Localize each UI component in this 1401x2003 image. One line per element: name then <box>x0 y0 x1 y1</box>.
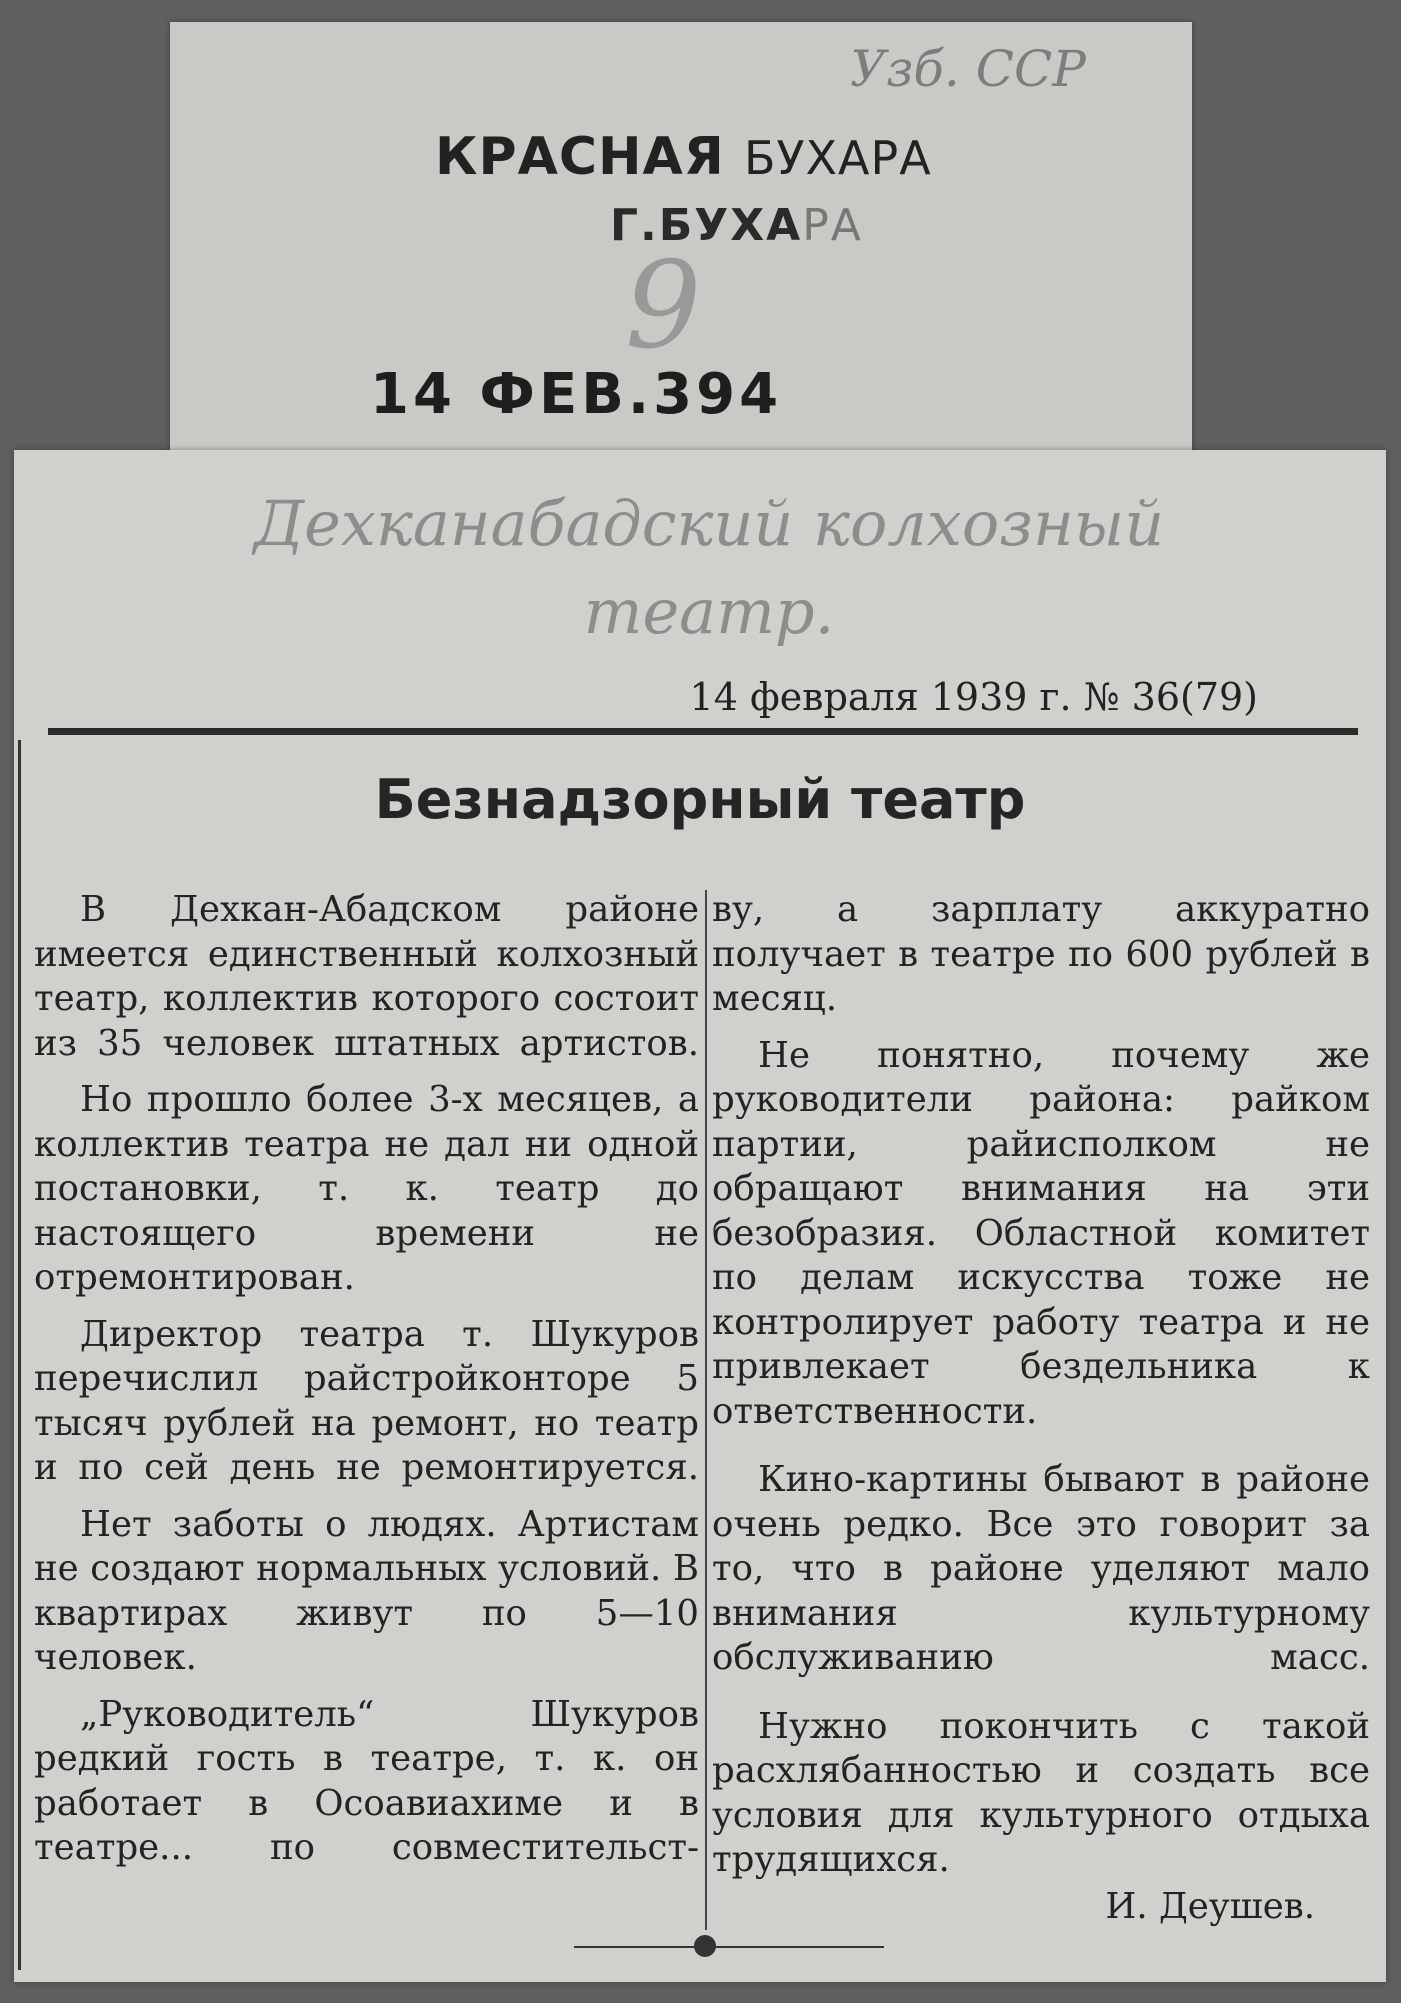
column-divider <box>705 890 707 1930</box>
bottom-ornament-rule <box>574 1946 884 1948</box>
press-clipping-stamp <box>170 22 1192 462</box>
handwritten-region-note: Узб. ССР <box>850 40 1086 98</box>
paragraph: Не понятно, почему же руководители района: райком партии, райисполком не обращают внимания на эти безобразия. Областной комитет по делам искусства тоже не контролирует работу театра и не привлекает бездельника к ответственности. <box>712 1034 1370 1432</box>
paragraph: Нужно покончить с такой расхлябанностью и создать все условия для культурного отдыха трудящихся. <box>712 1705 1370 1880</box>
paragraph: „Руководитель“ Шукуров редкий гость в театре, т. к. он работает в Осоавиахиме и в театре... по совместительст- <box>34 1693 699 1868</box>
paragraph: ву, а зарплату аккуратно получает в театре по 600 рублей в месяц. <box>712 889 1370 1019</box>
paragraph: В Дехкан-Абадском районе имеется единственный колхозный театр, коллектив которого состоит из 35 человек штатных артистов. <box>34 889 699 1064</box>
handwritten-title: Дехканабадский колхозный театр. <box>253 487 1165 648</box>
article-headline: Безнадзорный театр <box>374 768 1026 831</box>
bottom-ornament-dot <box>694 1935 716 1957</box>
handwritten-number: 9 <box>625 237 702 376</box>
paragraph: Кино-картины бывают в районе очень редко. Все это говорит за то, что в районе уделяют мало внимания культурному обслуживанию масс. <box>712 1459 1370 1678</box>
city-stamp-main: Г.БУХА <box>610 200 803 251</box>
masthead-rule <box>48 728 1358 735</box>
newspaper-name-main: КРАСНАЯ <box>435 127 725 187</box>
paragraph: Директор театра т. Шукуров перечислил райстройконторе 5 тысяч рублей на ремонт, но театр и по сей день не ремонтируется. <box>34 1313 699 1488</box>
newspaper-clipping <box>14 450 1386 1982</box>
newspaper-name-stamp <box>435 127 932 187</box>
date-stamp: 14 ФЕВ.394 <box>370 362 783 427</box>
article-left-column <box>34 888 699 1871</box>
article-right-column <box>712 888 1370 1929</box>
article-signature: И. Деушев. <box>1105 1885 1315 1927</box>
paragraph: Но прошло более 3-х месяцев, а коллектив театра не дал ни одной постановки, т. к. театр до настоящего времени не отремонтирован. <box>34 1079 699 1298</box>
city-stamp-faint: РА <box>802 200 863 251</box>
issue-date-line: 14 февраля 1939 г. № 36(79) <box>689 675 1258 719</box>
newspaper-name-rest: БУХАРА <box>743 131 932 185</box>
paragraph: Нет заботы о людях. Артистам не создают нормальных условий. В квартирах живут по 5—10 человек. <box>34 1503 699 1678</box>
